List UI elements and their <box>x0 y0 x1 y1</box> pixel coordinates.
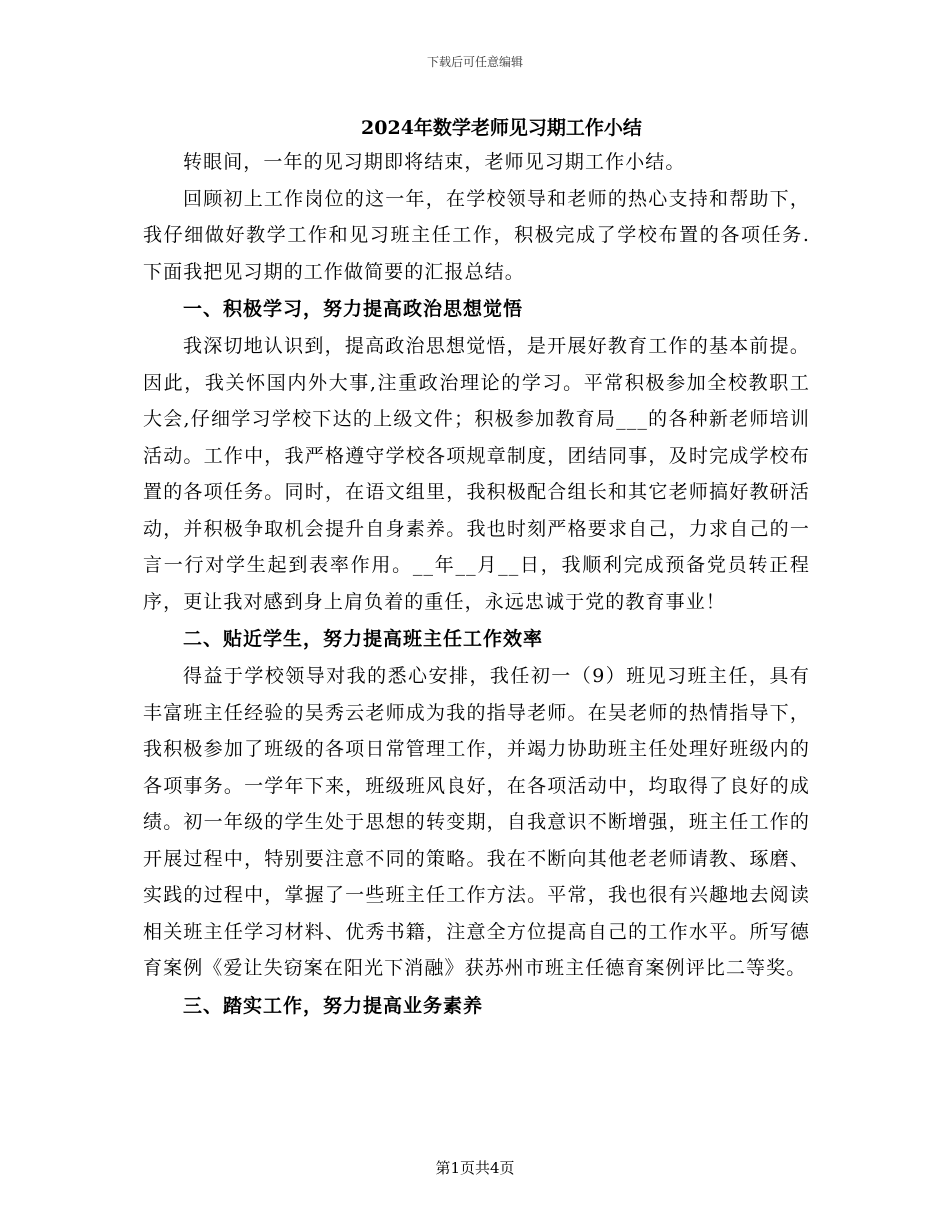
intro-paragraph-2: 回顾初上工作岗位的这一年，在学校领导和老师的热心支持和帮助下，我仔细做好教学工作和见习班主任工作，积极完成了学校布置的各项任务.下面我把见习期的工作做简要的汇报总结。 <box>143 187 810 283</box>
page-number-footer: 第1页共4页 <box>435 1159 515 1177</box>
section-heading-3: 三、踏实工作，努力提高业务素养 <box>183 994 484 1017</box>
intro-paragraph-1: 转眼间，一年的见习期即将结束，老师见习期工作小结。 <box>183 151 686 173</box>
section-heading-2: 二、贴近学生，努力提高班主任工作效率 <box>183 628 544 650</box>
document-body <box>143 112 810 1025</box>
header-note: 下载后可任意编辑 <box>426 55 523 69</box>
document-title: 2024年数学老师见习期工作小结 <box>361 117 642 139</box>
section-2-paragraph-1: 得益于学校领导对我的悉心安排，我任初一（9）班见习班主任，具有丰富班主任经验的吴秀云老师成为我的指导老师。在吴老师的热情指导下，我积极参加了班级的各项日常管理工作，并竭力协助班主任处理好班级内的各项事务。一学年下来，班级班风良好，在各项活动中，均取得了良好的成绩。初一年级的学生处于思想的转变期，自我意识不断增强，班主任工作的开展过程中，特别要注意不同的策略。我在不断向其他老老师请教、琢磨、实践的过程中，掌握了一些班主任工作方法。平常，我也很有兴趣地去阅读相关班主任学习材料、优秀书籍，注意全方位提高自己的工作水平。所写德育案例《爱让失窃案在阳光下消融》获苏州市班主任德育案例评比二等奖。 <box>143 665 810 979</box>
section-1-paragraph-1: 我深切地认识到，提高政治思想觉悟，是开展好教育工作的基本前提。因此，我关怀国内外大事,注重政治理论的学习。平常积极参加全校教职工大会,仔细学习学校下达的上级文件；积极参加教育局___的各种新老师培训活动。工作中，我严格遵守学校各项规章制度，团结同事，及时完成学校布置的各项任务。同时，在语文组里，我积极配合组长和其它老师搞好教研活动，并积极争取机会提升自身素养。我也时刻严格要求自己，力求自己的一言一行对学生起到表率作用。__年__月__日，我顺利完成预备党员转正程序，更让我对感到身上肩负着的重任，永远忠诚于党的教育事业！ <box>143 335 810 613</box>
section-heading-1: 一、积极学习，努力提高政治思想觉悟 <box>183 298 524 320</box>
